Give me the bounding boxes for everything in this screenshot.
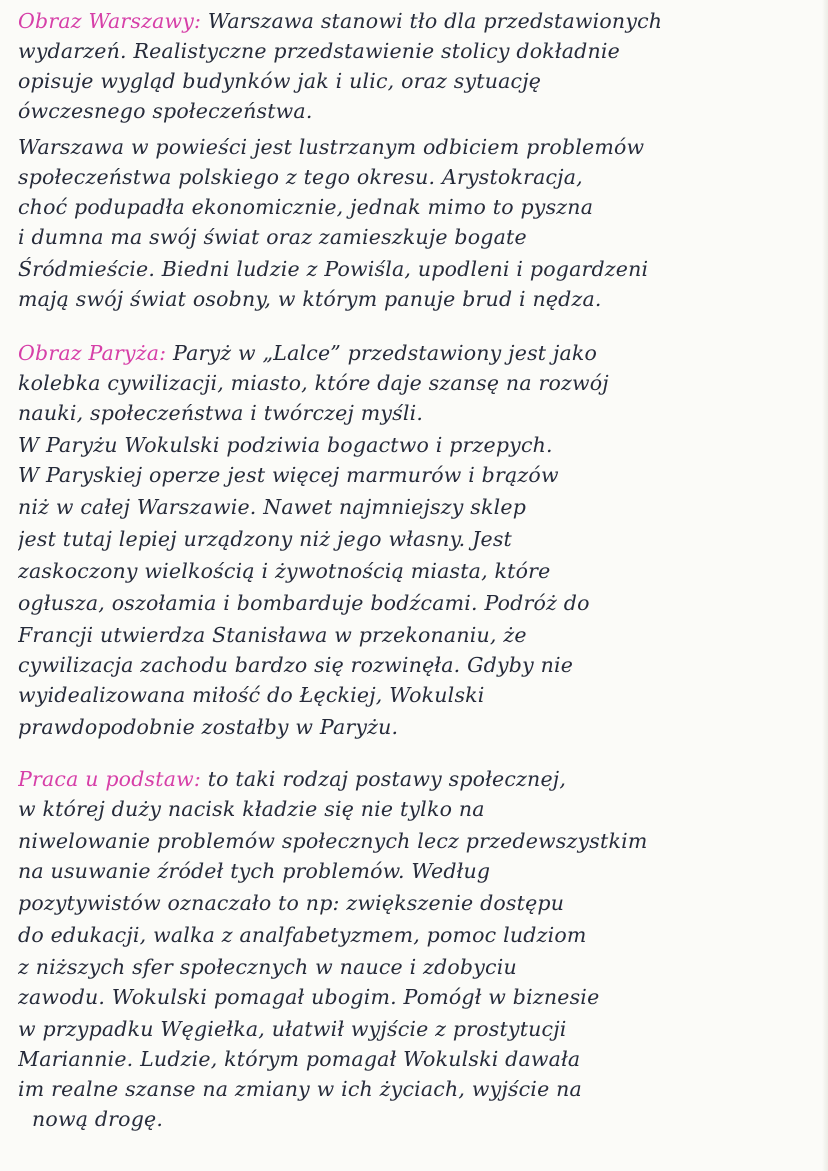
note-text: ówczesnego społeczeństwa.	[18, 99, 313, 123]
section-heading-warszawa: Obraz Warszawy:	[18, 9, 202, 33]
note-line	[18, 160, 810, 194]
note-line	[18, 554, 810, 588]
note-line	[18, 428, 810, 462]
note-line	[18, 678, 810, 712]
note-text: ogłusza, oszołamia i bombarduje bodźcami. Podróż do	[18, 591, 590, 615]
note-line	[18, 1042, 810, 1076]
note-text: W Paryskiej operze jest więcej marmurów i brązów	[18, 463, 559, 487]
note-text: na usuwanie źródeł tych problemów. Według	[18, 859, 491, 883]
note-text: zaskoczony wielkością i żywotnością miasta, które	[18, 559, 551, 583]
note-text: w przypadku Węgiełka, ułatwił wyjście z prostytucji	[18, 1017, 567, 1041]
note-line	[18, 886, 810, 920]
note-text: nową drogę.	[32, 1107, 164, 1131]
note-line	[18, 366, 810, 400]
note-text: opisuje wygląd budynków jak i ulic, oraz sytuację	[18, 69, 542, 93]
section-heading-praca-u-podstaw: Praca u podstaw:	[18, 767, 201, 791]
note-text: cywilizacja zachodu bardzo się rozwinęła. Gdyby nie	[18, 653, 574, 677]
note-text: niwelowanie problemów społecznych lecz przedewszystkim	[18, 829, 648, 853]
note-line	[18, 950, 810, 984]
note-line	[18, 824, 810, 858]
note-text: W Paryżu Wokulski podziwia bogactwo i przepych.	[18, 433, 553, 457]
note-text: społeczeństwa polskiego z tego okresu. Arystokracja,	[18, 165, 583, 189]
note-line	[18, 918, 810, 952]
note-text: choć podupadła ekonomicznie, jednak mimo to pyszna	[18, 195, 594, 219]
note-text: prawdopodobnie zostałby w Paryżu.	[18, 715, 399, 739]
note-line	[18, 94, 810, 128]
note-line	[18, 190, 810, 224]
note-line	[18, 220, 810, 254]
note-line	[18, 980, 810, 1014]
note-line	[18, 458, 810, 492]
note-line	[18, 396, 810, 430]
note-text: z niższych sfer społecznych w nauce i zdobyciu	[18, 955, 517, 979]
note-line	[18, 648, 810, 682]
note-line	[18, 762, 810, 796]
note-text: Mariannie. Ludzie, którym pomagał Wokulski dawała	[18, 1047, 581, 1071]
note-text: zawodu. Wokulski pomagał ubogim. Pomógł w biznesie	[18, 985, 600, 1009]
note-line	[18, 1012, 810, 1046]
note-text: Paryż w „Lalce” przedstawiony jest jako	[173, 341, 598, 365]
note-text: i dumna ma swój świat oraz zamieszkuje bogate	[18, 225, 527, 249]
note-text: do edukacji, walka z analfabetyzmem, pomoc ludziom	[18, 923, 587, 947]
note-line	[18, 618, 810, 652]
note-text: jest tutaj lepiej urządzony niż jego własny. Jest	[18, 527, 512, 551]
note-text: Warszawa stanowi tło dla przedstawionych	[207, 9, 663, 33]
note-text: Śródmieście. Biedni ludzie z Powiśla, upodleni i pogardzeni	[18, 257, 649, 281]
note-line	[18, 336, 810, 370]
note-text: to taki rodzaj postawy społecznej,	[207, 767, 567, 791]
note-text: wydarzeń. Realistyczne przedstawienie stolicy dokładnie	[18, 39, 620, 63]
note-line	[18, 792, 810, 826]
note-line	[18, 252, 810, 286]
note-text: Francji utwierdza Stanisława w przekonaniu, że	[18, 623, 527, 647]
note-text: kolebka cywilizacji, miasto, które daje szansę na rozwój	[18, 371, 609, 395]
note-text: niż w całej Warszawie. Nawet najmniejszy sklep	[18, 495, 527, 519]
note-line	[18, 282, 810, 316]
section-heading-paryz: Obraz Paryża:	[18, 341, 167, 365]
note-line	[18, 522, 810, 556]
note-text: mają swój świat osobny, w którym panuje brud i nędza.	[18, 287, 602, 311]
note-text: pozytywistów oznaczało to np: zwiększenie dostępu	[18, 891, 565, 915]
note-text: w której duży nacisk kładzie się nie tylko na	[18, 797, 485, 821]
paper-edge	[822, 0, 828, 1171]
note-text: nauki, społeczeństwa i twórczej myśli.	[18, 401, 424, 425]
note-line	[18, 64, 810, 98]
note-line	[18, 586, 810, 620]
note-line	[18, 130, 810, 164]
note-line	[18, 1072, 810, 1106]
note-line	[32, 1102, 824, 1136]
note-text: wyidealizowana miłość do Łęckiej, Wokulski	[18, 683, 485, 707]
note-text: Warszawa w powieści jest lustrzanym odbiciem problemów	[18, 135, 645, 159]
note-line	[18, 490, 810, 524]
note-text: im realne szanse na zmiany w ich życiach, wyjście na	[18, 1077, 582, 1101]
note-line	[18, 34, 810, 68]
note-line	[18, 710, 810, 744]
note-line	[18, 854, 810, 888]
note-line	[18, 4, 810, 38]
